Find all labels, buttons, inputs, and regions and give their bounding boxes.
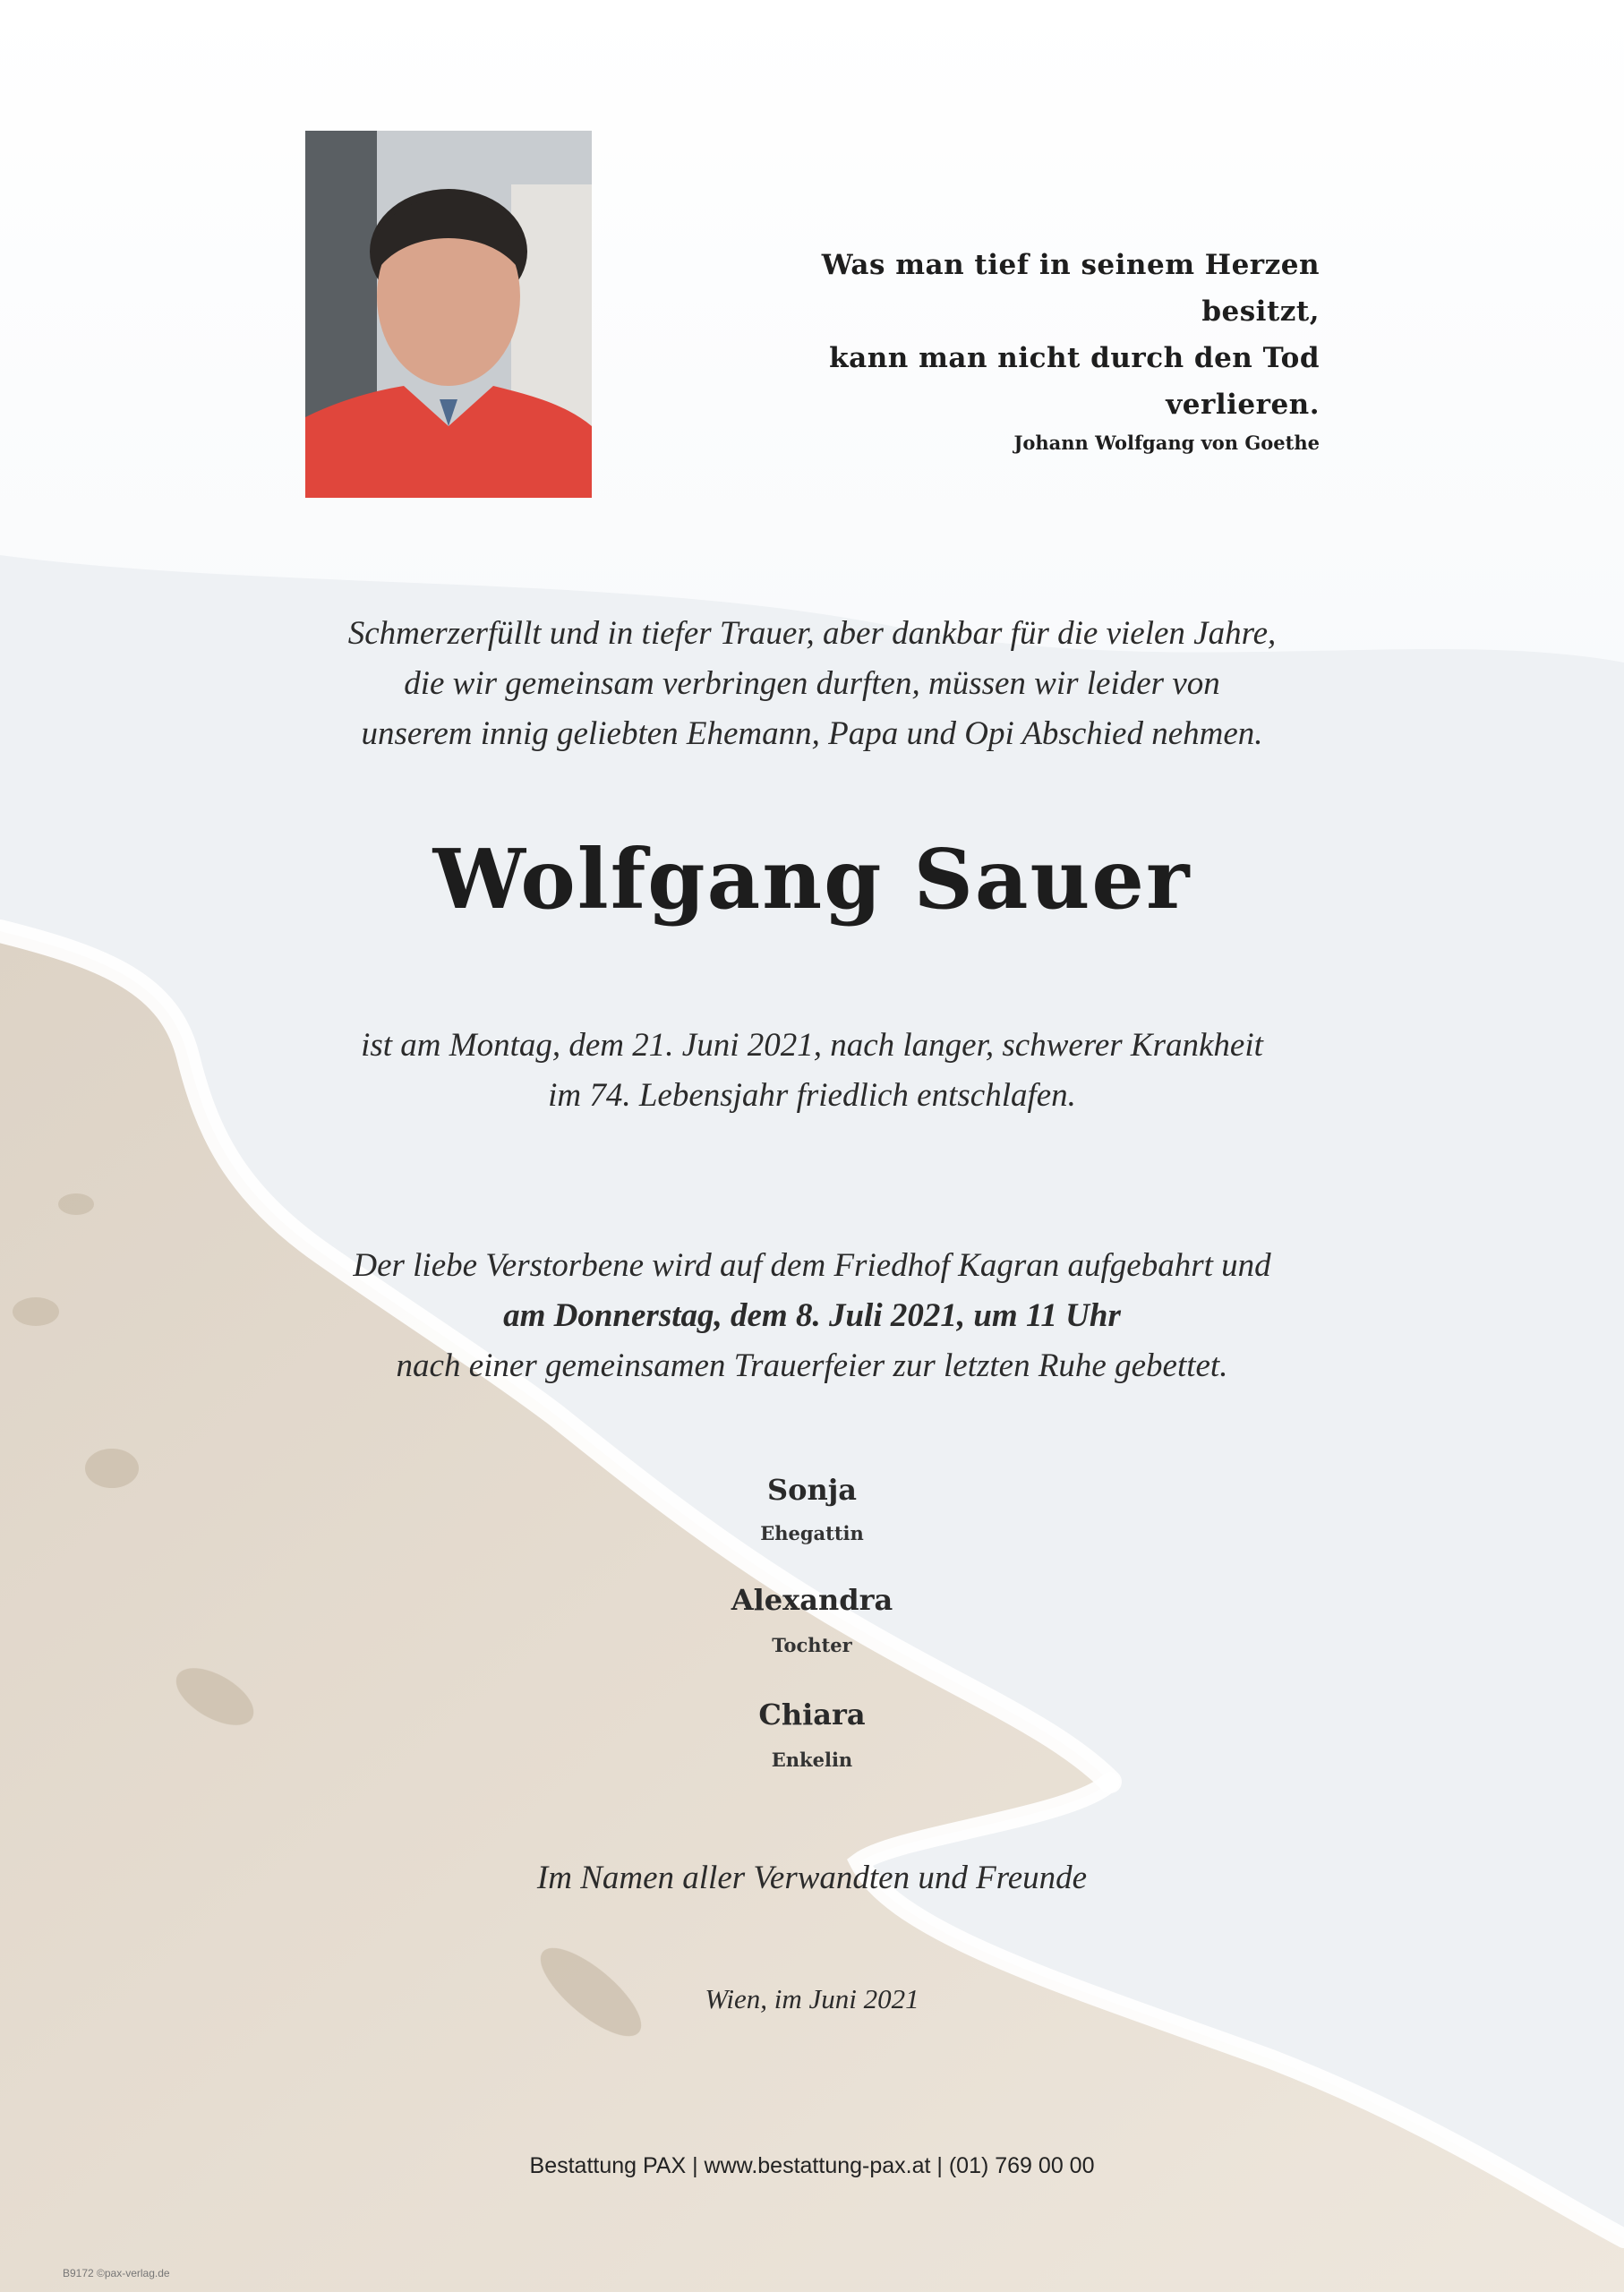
place-date: Wien, im Juni 2021 xyxy=(705,1983,919,2014)
funeral-line-3: nach einer gemeinsamen Trauerfeier zur letzten Ruhe gebettet. xyxy=(396,1347,1228,1384)
deceased-name: Wolfgang Sauer xyxy=(432,831,1192,928)
mourner-relation-1: Ehegattin xyxy=(760,1522,864,1544)
funeral-line-1: Der liebe Verstorbene wird auf dem Friedhof Kagran aufgebahrt und xyxy=(353,1247,1271,1284)
death-notice xyxy=(0,1021,1624,1121)
quote-line-2: kann man nicht durch den Tod verlieren. xyxy=(829,342,1320,421)
closing-line: Im Namen aller Verwandten und Freunde xyxy=(536,1860,1088,1896)
funeral-date-time: am Donnerstag, dem 8. Juli 2021, um 11 Uhr xyxy=(503,1297,1121,1334)
mourner-name-2: Alexandra xyxy=(731,1583,893,1617)
mourner-name-1: Sonja xyxy=(766,1473,858,1507)
deceased-portrait xyxy=(305,131,592,498)
print-code: B9172 ©pax-verlag.de xyxy=(63,2267,170,2279)
intro-line-2: die wir gemeinsam verbringen durften, müssen wir leider von xyxy=(404,665,1220,702)
mourner-relation-3: Enkelin xyxy=(771,1749,853,1771)
quote-line-1: Was man tief in seinem Herzen besitzt, xyxy=(821,249,1320,328)
intro-line-3: unserem innig geliebten Ehemann, Papa und Opi Abschied nehmen. xyxy=(361,715,1263,752)
intro-line-1: Schmerzerfüllt und in tiefer Trauer, aber dankbar für die vielen Jahre, xyxy=(347,615,1277,652)
mourner-relation-2: Tochter xyxy=(772,1634,852,1656)
death-line-2: im 74. Lebensjahr friedlich entschlafen. xyxy=(548,1077,1076,1114)
quote-author: Johann Wolfgang von Goethe xyxy=(1013,432,1320,454)
intro-text xyxy=(0,609,1624,759)
mourner-name-3: Chiara xyxy=(758,1698,866,1732)
funeral-home-footer: Bestattung PAX | www.bestattung-pax.at | (01) 769 00 00 xyxy=(529,2153,1095,2178)
funeral-notice xyxy=(0,1241,1624,1391)
death-line-1: ist am Montag, dem 21. Juni 2021, nach langer, schwerer Krankheit xyxy=(361,1027,1263,1064)
goethe-quote xyxy=(734,242,1320,458)
